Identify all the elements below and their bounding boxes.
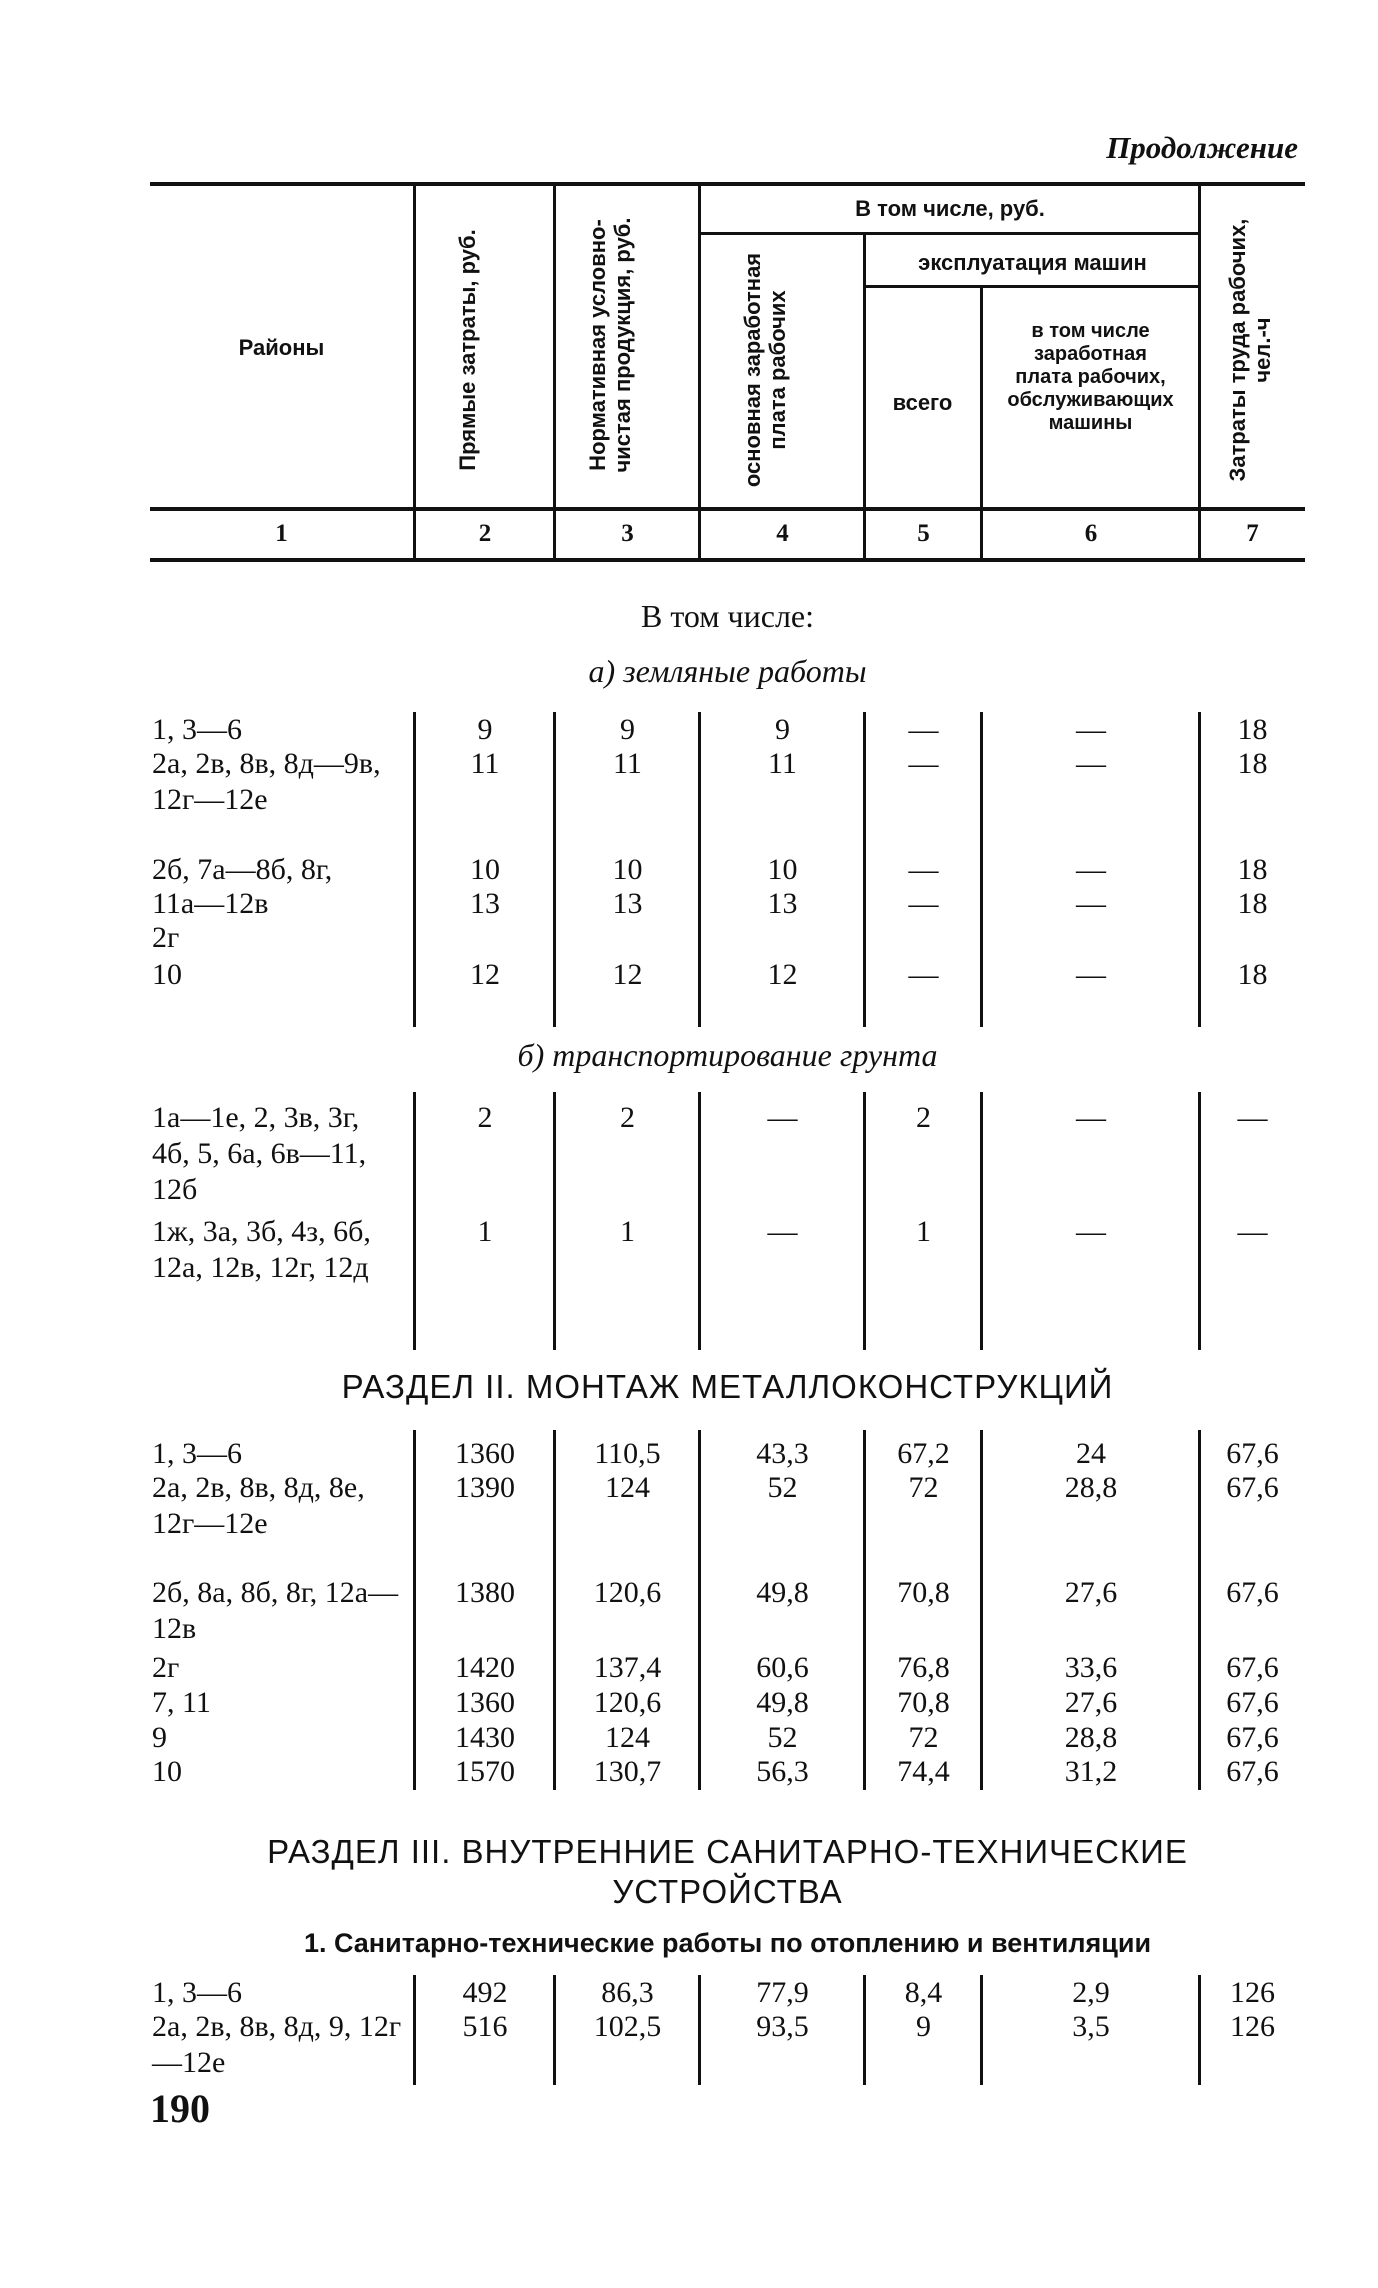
normative-product-cell: 102,5 <box>593 2010 662 2043</box>
machine-total-cell: — <box>908 887 939 920</box>
labor-cell: 18 <box>1237 887 1268 920</box>
block-metal-structures <box>150 1430 1305 1790</box>
labor-cell: 18 <box>1237 958 1268 991</box>
normative-product-cell: 137,4 <box>593 1651 662 1684</box>
machine-wage-cell: — <box>1076 1101 1106 1134</box>
district-cell: 2г <box>152 921 180 954</box>
header-machine-operation: эксплуатация машин <box>918 250 1147 275</box>
header-base-wage: основная заработная плата рабочих <box>740 252 790 488</box>
machine-total-cell: 8,4 <box>904 1976 943 2009</box>
machine-total-cell: 70,8 <box>897 1686 950 1719</box>
machine-wage-cell: 33,6 <box>1064 1651 1118 1684</box>
page-number: 190 <box>150 2086 210 2131</box>
direct-costs-cell: 1390 <box>455 1471 515 1504</box>
subsection-heating-ventilation: 1. Санитарно-технические работы по отоплению и вентиляции <box>303 1928 1152 1958</box>
district-cell: 11а—12в <box>152 887 269 920</box>
header-districts: Районы <box>238 335 325 360</box>
machine-wage-cell: 3,5 <box>1072 2010 1110 2043</box>
including-rub-rule <box>700 232 1200 235</box>
labor-cell: 67,6 <box>1226 1755 1279 1788</box>
direct-costs-cell: 2 <box>477 1101 493 1134</box>
labor-cell: 67,6 <box>1226 1721 1279 1754</box>
machine-total-cell: 9 <box>916 2010 931 2043</box>
colnum-bottom-rule <box>150 558 1305 562</box>
normative-product-cell: 12 <box>612 958 643 991</box>
district-cell: 2а, 2в, 8в, 8д—9в, 12г—12е <box>152 747 381 816</box>
including-label: В том числе: <box>640 598 815 634</box>
machine-total-cell: 1 <box>916 1215 931 1248</box>
base-wage-cell: 11 <box>768 747 797 780</box>
district-cell: 7, 11 <box>152 1686 211 1719</box>
district-cell: 1, 3—6 <box>152 1976 242 2009</box>
base-wage-cell: 77,9 <box>756 1976 809 2009</box>
district-cell: 2б, 8а, 8б, 8г, 12а—12в <box>152 1576 399 1645</box>
labor-cell: 18 <box>1237 853 1268 886</box>
machine-wage-cell: — <box>1076 853 1106 886</box>
base-wage-cell: 43,3 <box>756 1437 809 1470</box>
header-direct-costs: Прямые затраты, руб. <box>455 229 480 471</box>
direct-costs-cell: 1360 <box>455 1686 515 1719</box>
normative-product-cell: 9 <box>620 713 635 746</box>
base-wage-cell: 10 <box>767 853 798 886</box>
machine-wage-cell: 2,9 <box>1072 1976 1110 2009</box>
labor-cell: 18 <box>1237 713 1268 746</box>
header-vline <box>553 186 556 560</box>
direct-costs-cell: 516 <box>462 2010 508 2043</box>
district-cell: 10 <box>152 958 182 991</box>
base-wage-cell: 13 <box>767 887 798 920</box>
normative-product-cell: 13 <box>612 887 643 920</box>
table-top-rule <box>150 182 1305 186</box>
district-cell: 1, 3—6 <box>152 1437 242 1470</box>
base-wage-cell: 12 <box>767 958 798 991</box>
machine-wage-cell: 31,2 <box>1064 1755 1118 1788</box>
machine-total-cell: — <box>908 853 939 886</box>
base-wage-cell: 60,6 <box>756 1651 809 1684</box>
header-vline <box>698 186 701 560</box>
normative-product-cell: 2 <box>620 1101 635 1134</box>
direct-costs-cell: 10 <box>470 853 500 886</box>
base-wage-cell: 49,8 <box>756 1686 809 1719</box>
normative-product-cell: 130,7 <box>593 1755 662 1788</box>
direct-costs-cell: 1570 <box>455 1755 515 1788</box>
district-cell: 2а, 2в, 8в, 8д, 8е, 12г—12е <box>152 1471 365 1540</box>
district-cell: 10 <box>152 1755 182 1788</box>
column-number: 5 <box>917 520 930 547</box>
subsection-soil-transport: б) транспортирование грунта <box>517 1037 938 1073</box>
labor-cell: 67,6 <box>1226 1686 1279 1719</box>
machine-total-cell: 70,8 <box>897 1576 950 1609</box>
column-number: 7 <box>1246 520 1259 547</box>
district-cell: 1, 3—6 <box>152 713 242 746</box>
subsection-earthworks: а) земляные работы <box>588 653 867 689</box>
direct-costs-cell: 1360 <box>455 1437 515 1470</box>
normative-product-cell: 11 <box>613 747 642 780</box>
labor-cell: 126 <box>1230 1976 1275 2009</box>
block-earthworks <box>150 712 1305 1027</box>
normative-product-cell: 110,5 <box>594 1437 661 1470</box>
machine-total-cell: 2 <box>916 1101 931 1134</box>
base-wage-cell: 52 <box>767 1471 798 1504</box>
continuation-label: Продолжение <box>1106 130 1298 165</box>
normative-product-cell: 120,6 <box>593 1686 662 1719</box>
labor-cell: 126 <box>1230 2010 1275 2043</box>
labor-cell: 67,6 <box>1226 1437 1279 1470</box>
section-3-title-line2: УСТРОЙСТВА <box>612 1873 843 1910</box>
machine-wage-cell: 28,8 <box>1064 1721 1118 1754</box>
base-wage-cell: 9 <box>775 713 790 746</box>
machine-total-cell: — <box>908 958 939 991</box>
machine-total-cell: 72 <box>908 1721 939 1754</box>
machine-total-cell: — <box>908 713 939 746</box>
machine-total-cell: 74,4 <box>897 1755 950 1788</box>
direct-costs-cell: 11 <box>470 747 500 780</box>
labor-cell: — <box>1237 1101 1268 1134</box>
base-wage-cell: — <box>767 1101 798 1134</box>
machine-total-cell: 72 <box>908 1471 939 1504</box>
machine-wage-cell: 24 <box>1076 1437 1106 1470</box>
column-number: 6 <box>1084 520 1098 547</box>
column-number: 2 <box>478 520 492 547</box>
labor-cell: 67,6 <box>1226 1471 1279 1504</box>
normative-product-cell: 1 <box>620 1215 635 1248</box>
header-including-wage: в том числе заработная плата рабочих, обслуживающих машины <box>1007 320 1174 434</box>
district-cell: 2б, 7а—8б, 8г, <box>152 853 333 886</box>
normative-product-cell: 124 <box>605 1471 650 1504</box>
column-number: 3 <box>621 520 634 547</box>
column-number: 1 <box>275 520 288 547</box>
machine-wage-cell: 28,8 <box>1064 1471 1118 1504</box>
direct-costs-cell: 13 <box>470 887 500 920</box>
normative-product-cell: 86,3 <box>601 1976 654 2009</box>
labor-cell: 67,6 <box>1226 1651 1279 1684</box>
header-bottom-rule <box>150 507 1305 511</box>
labor-cell: 67,6 <box>1226 1576 1279 1609</box>
header-labor-costs: Затраты труда рабочих, чел.-ч <box>1225 218 1275 482</box>
district-cell: 1ж, 3а, 3б, 4з, 6б, 12а, 12в, 12г, 12д <box>152 1215 371 1284</box>
machine-wage-cell: — <box>1076 1215 1106 1248</box>
machine-total-cell: 76,8 <box>897 1651 950 1684</box>
machine-wage-cell: 27,6 <box>1064 1686 1118 1719</box>
base-wage-cell: — <box>767 1215 798 1248</box>
machine-total-cell: 67,2 <box>897 1437 950 1470</box>
section-3-title-line1: РАЗДЕЛ III. ВНУТРЕННИЕ САНИТАРНО-ТЕХНИЧЕСКИЕ <box>267 1833 1188 1870</box>
base-wage-cell: 52 <box>767 1721 798 1754</box>
machine-wage-cell: — <box>1076 958 1106 991</box>
normative-product-cell: 124 <box>605 1721 650 1754</box>
machine-wage-cell: — <box>1076 747 1106 780</box>
district-cell: 1а—1е, 2, 3в, 3г, 4б, 5, 6а, 6в—11, 12б <box>152 1101 367 1206</box>
direct-costs-cell: 1380 <box>455 1576 515 1609</box>
labor-cell: — <box>1237 1215 1268 1248</box>
header-vline <box>1198 186 1201 560</box>
block-sanitary <box>150 1975 1305 2085</box>
header-including-rub: В том числе, руб. <box>855 196 1045 221</box>
machine-wage-cell: 27,6 <box>1064 1576 1118 1609</box>
direct-costs-cell: 9 <box>477 713 493 746</box>
header-vline <box>413 186 416 560</box>
direct-costs-cell: 1430 <box>455 1721 515 1754</box>
normative-product-cell: 10 <box>612 853 643 886</box>
district-cell: 9 <box>152 1721 167 1754</box>
base-wage-cell: 56,3 <box>756 1755 809 1788</box>
column-number: 4 <box>776 520 789 547</box>
direct-costs-cell: 1420 <box>455 1651 515 1684</box>
labor-cell: 18 <box>1237 747 1268 780</box>
direct-costs-cell: 492 <box>462 1976 508 2009</box>
machine-wage-cell: — <box>1076 713 1106 746</box>
base-wage-cell: 93,5 <box>756 2010 809 2043</box>
district-cell: 2а, 2в, 8в, 8д, 9, 12г—12е <box>152 2010 402 2079</box>
machine-wage-cell: — <box>1076 887 1106 920</box>
machine-total-cell: — <box>908 747 939 780</box>
direct-costs-cell: 1 <box>477 1215 493 1248</box>
machine-op-rule <box>865 285 1200 288</box>
district-cell: 2г <box>152 1651 180 1684</box>
section-2-title: РАЗДЕЛ II. МОНТАЖ МЕТАЛЛОКОНСТРУКЦИЙ <box>341 1368 1114 1405</box>
block-soil-transport <box>150 1092 1305 1350</box>
normative-product-cell: 120,6 <box>593 1576 662 1609</box>
header-total: всего <box>892 390 953 415</box>
header-normative-product: Нормативная условно-чистая продукция, руб. <box>585 217 635 473</box>
base-wage-cell: 49,8 <box>756 1576 809 1609</box>
direct-costs-cell: 12 <box>470 958 500 991</box>
